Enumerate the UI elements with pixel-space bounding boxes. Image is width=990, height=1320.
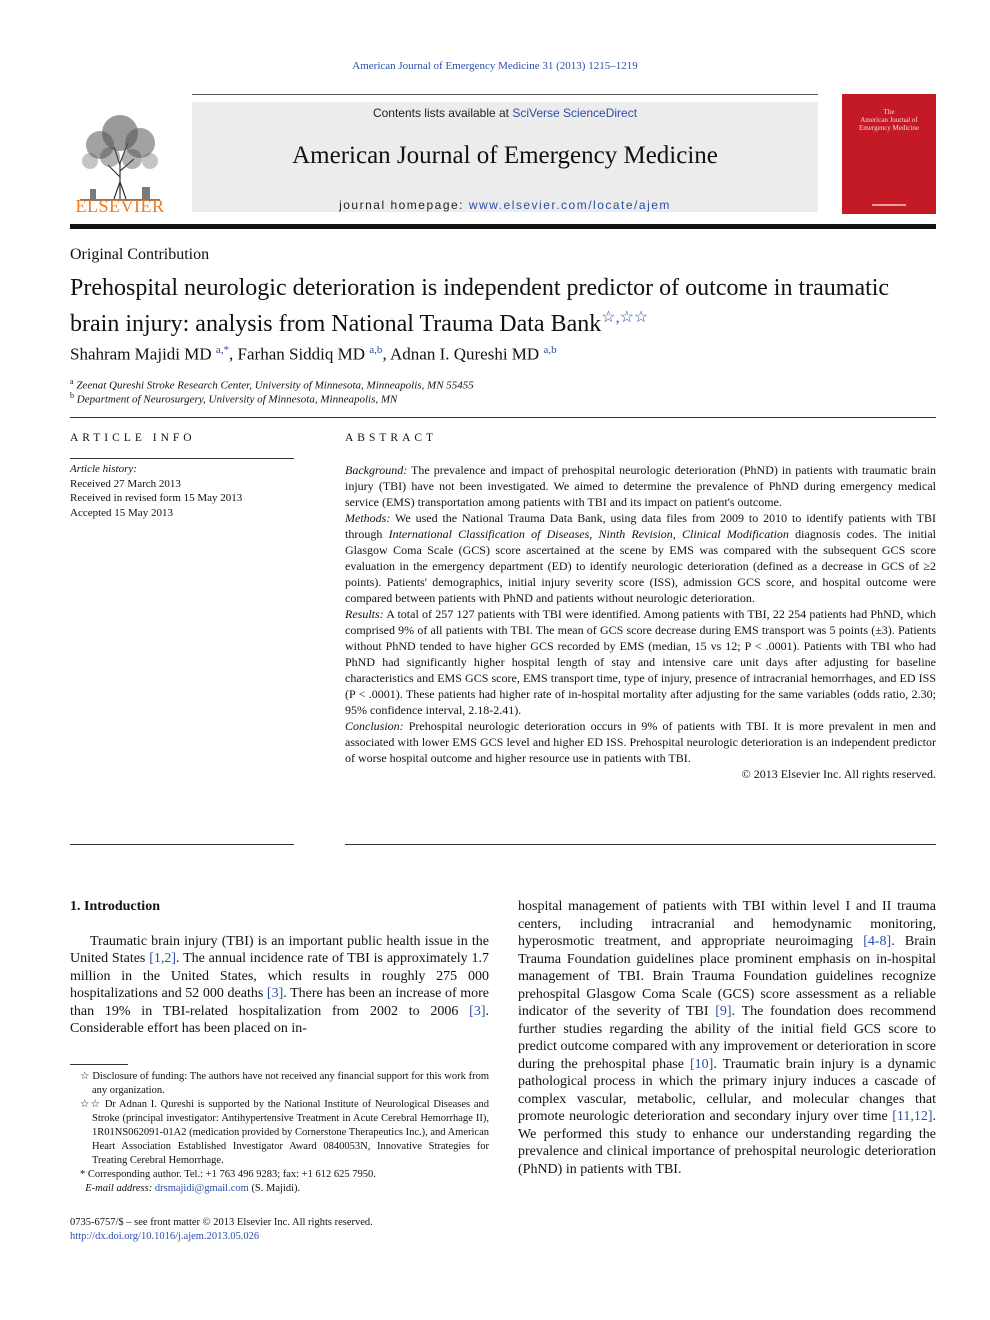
body-text: . We performed this study to enhance our understanding regarding the prevalence and clinical importance of prehospital neurologic deterioration (PhND) in patients with TBI. bbox=[518, 1109, 936, 1177]
reference-link[interactable]: [11,12] bbox=[892, 1109, 933, 1124]
abstract-label: Methods: bbox=[345, 511, 391, 525]
history-item: Accepted 15 May 2013 bbox=[70, 506, 173, 519]
homepage-prefix: journal homepage: bbox=[339, 198, 469, 212]
body-text: . The annual incidence rate of TBI is approximately 1.7 million in the United States, which results in roughly 275 000 hospitalizations and 52 000 deaths bbox=[70, 951, 489, 1001]
section-heading: 1. Introduction bbox=[70, 899, 160, 914]
journal-citation[interactable]: American Journal of Emergency Medicine 31 (2013) 1215–1219 bbox=[352, 60, 638, 72]
abstract-results bbox=[345, 606, 936, 718]
abstract-bottom-rule bbox=[345, 844, 936, 845]
reference-link[interactable]: [3] bbox=[266, 986, 284, 1001]
affiliation-mark: b bbox=[70, 391, 74, 400]
article-type: Original Contribution bbox=[70, 246, 210, 263]
front-matter-line: 0735-6757/$ – see front matter © 2013 Elsevier Inc. All rights reserved. bbox=[70, 1217, 373, 1228]
cover-bar bbox=[872, 204, 906, 206]
journal-cover-thumbnail[interactable] bbox=[842, 94, 936, 214]
abstract-label: Results: bbox=[345, 607, 384, 621]
section-divider bbox=[70, 417, 936, 418]
abstract-label: Conclusion: bbox=[345, 719, 404, 733]
author-list: Shahram Majidi MD $^{a,*}$, Farhan Siddiq MD $^{a,b}$, Adnan I. Qureshi MD $^{a,b}$ bbox=[70, 344, 557, 364]
history-item: Received 27 March 2013 bbox=[70, 477, 181, 490]
body-text: . There has been an increase of more than 19% in TBI-related hospitalization from 2002 to 2006 bbox=[70, 986, 490, 1019]
body-paragraph bbox=[70, 933, 489, 1038]
body-paragraph bbox=[518, 898, 936, 1178]
issn-block bbox=[70, 1216, 373, 1244]
masthead-rule bbox=[192, 94, 818, 95]
email-link[interactable]: drsmajidi@gmail.com bbox=[154, 1183, 249, 1194]
author-name: Farhan Siddiq MD bbox=[237, 344, 366, 364]
abstract-background bbox=[345, 462, 936, 510]
abstract-text: We used the National Trauma Data Bank, using data files from 2009 to 2010 to identify patients with TBI through bbox=[345, 511, 936, 541]
footnotes bbox=[70, 1070, 489, 1196]
doi-link[interactable]: http://dx.doi.org/10.1016/j.ajem.2013.05.026 bbox=[70, 1231, 260, 1242]
title-footnote-marks[interactable]: ☆,☆☆ bbox=[601, 309, 649, 326]
article-info-heading: ARTICLE INFO bbox=[70, 432, 196, 444]
abstract-label: Background: bbox=[345, 463, 408, 477]
publisher-wordmark: ELSEVIER bbox=[75, 196, 165, 216]
abstract-italic: International Classification of Diseases, Ninth Revision, Clinical Modification bbox=[388, 527, 789, 541]
abstract-conclusion bbox=[345, 718, 936, 766]
body-text: . The foundation does recommend further studies regarding the ability of the initial field GCS score to predict outcome compared with any improvement or deterioration in score during the prehospital phase bbox=[518, 1004, 936, 1072]
body-text: hospital management of patients with TBI within level I and II trauma centers, including intracranial and hemodynamic monitoring, hyperosmotic treatment, and appropriate neuroimaging bbox=[518, 899, 936, 949]
footnote bbox=[70, 1168, 489, 1182]
footnote-email bbox=[70, 1182, 489, 1196]
homepage-link[interactable]: www.elsevier.com/locate/ajem bbox=[468, 198, 671, 212]
header-divider bbox=[70, 224, 936, 229]
cover-line: The bbox=[883, 108, 895, 116]
cover-line: American Journal of bbox=[860, 116, 918, 124]
affiliation-text: Department of Neurosurgery, University of Minnesota, Minneapolis, MN bbox=[76, 393, 398, 406]
article-history bbox=[70, 462, 294, 520]
body-text: . Brain Trauma Foundation guidelines place prominent emphasis on in-hospital management of TBI. Brain Trauma Foundation guidelines recognize prehospital Glasgow Coma Scale (GCS) score assessment as a reliable indicator of the severity of TBI bbox=[518, 934, 936, 1019]
history-label: Article history: bbox=[70, 463, 137, 475]
email-suffix: (S. Majidi). bbox=[248, 1183, 301, 1194]
contents-availability bbox=[192, 106, 818, 120]
author-affiliation-marks[interactable]: a,* bbox=[215, 344, 230, 356]
email-label: E-mail address: bbox=[85, 1183, 153, 1194]
journal-homepage bbox=[192, 198, 818, 212]
abstract-methods bbox=[345, 510, 936, 606]
copyright-notice: © 2013 Elsevier Inc. All rights reserved. bbox=[741, 767, 936, 781]
author-name: Adnan I. Qureshi MD bbox=[390, 344, 540, 364]
cover-title bbox=[842, 108, 936, 132]
footnote-text: Disclosure of funding: The authors have not received any financial support for this work from any organization. bbox=[92, 1071, 489, 1096]
abstract-body bbox=[345, 462, 936, 782]
author-affiliation-marks[interactable]: a,b bbox=[369, 344, 383, 356]
abstract-heading: ABSTRACT bbox=[345, 432, 438, 444]
reference-link[interactable]: [1,2] bbox=[149, 951, 177, 966]
affiliation-text: Zeenat Qureshi Stroke Research Center, University of Minnesota, Minneapolis, MN 55455 bbox=[76, 379, 474, 392]
footnote-mark: ☆ bbox=[80, 1071, 90, 1082]
reference-link[interactable]: [3] bbox=[469, 1003, 486, 1019]
affiliation bbox=[70, 377, 474, 392]
body-text: . Traumatic brain injury is a dynamic pathological process in which the primary injury induces a cascade of complex vascular, metabolic, cellular, and molecular changes that promote neurologic deterioration and secondary injury over time bbox=[518, 1056, 936, 1124]
body-column-right bbox=[518, 898, 936, 1178]
footnote-rule bbox=[70, 1064, 128, 1065]
masthead bbox=[70, 94, 936, 230]
reference-link[interactable]: [10] bbox=[690, 1056, 714, 1072]
footnote bbox=[70, 1098, 489, 1168]
affiliation bbox=[70, 391, 397, 406]
abstract-text: A total of 257 127 patients with TBI were identified. Among patients with TBI, 22 254 patients had PhND, which comprised 9% of all patients with TBI. The mean of GCS score decrease during EMS transport was 5 points (±3). Patients without PhND tended to have higher GCS recorded by EMS (median, 15 vs 12; P < .0001). Patients with TBI who had PhND had significantly higher hospital length of stay and intensive care unit days after adjusting for baseline characteristics and EMS GCS score, EMS transport time, type of injury, presence of intracranial hemorrhages, and ED ISS (P < .0001). These patients had higher rate of in-hospital mortality after adjusting for the same variables (odds ratio, 2.30; 95% confidence interval, 2.18-2.41). bbox=[345, 607, 936, 717]
footnote-text: Dr Adnan I. Qureshi is supported by the National Institute of Neurological Diseases and Stroke (principal investigator: Antihypertensive Treatment in Acute Cerebral Hemorrhage II), 1R01NS062091-01A2 (medication provided by Cornerstone Therapeutics Inc.), and American Heart Association Established Investigator Award 0840053N, Innovative Strategies for Treating Cerebral Hemorrhage. bbox=[92, 1099, 490, 1166]
sciencedirect-link[interactable]: SciVerse ScienceDirect bbox=[512, 106, 638, 120]
journal-name: American Journal of Emergency Medicine bbox=[292, 142, 718, 169]
footnote-text: Corresponding author. Tel.: +1 763 496 9283; fax: +1 612 625 7950. bbox=[87, 1169, 376, 1180]
article-title-text: Prehospital neurologic deterioration is independent predictor of outcome in traumatic brain injury: analysis from National Trauma Data Bank bbox=[70, 275, 890, 337]
article-info-rule bbox=[70, 458, 294, 459]
abstract-text: The prevalence and impact of prehospital neurologic deterioration (PhND) in patients with traumatic brain injury (TBI) have not been investigated. We aimed to determine the prevalence of PhND during emergency medical service (EMS) transportation among patients with TBI and its impact on patient's outcome. bbox=[345, 463, 936, 509]
article-info-bottom-rule bbox=[70, 844, 294, 845]
reference-link[interactable]: [4-8] bbox=[863, 934, 892, 949]
history-item: Received in revised form 15 May 2013 bbox=[70, 492, 243, 504]
article-title bbox=[70, 274, 936, 339]
footnote-mark: ☆☆ bbox=[80, 1099, 102, 1110]
abstract-text: Prehospital neurologic deterioration occurs in 9% of patients with TBI. It is more prevalent in men and associated with lower EMS GCS level and higher ED ISS. Prehospital neurologic deterioration is an independent predictor of worse hospital outcome and higher resource use in patients with TBI. bbox=[345, 719, 936, 765]
reference-link[interactable]: [9] bbox=[715, 1004, 732, 1019]
contents-prefix: Contents lists available at bbox=[372, 106, 513, 120]
body-text: . Considerable effort has been placed on in- bbox=[70, 1003, 489, 1036]
body-column-left bbox=[70, 898, 489, 1038]
body-text: Traumatic brain injury (TBI) is an important public health issue in the United States bbox=[70, 933, 489, 966]
abstract-text: diagnosis codes. The initial Glasgow Coma Scale (GCS) score ascertained at the scene by EMS was compared with the subsequent GCS score evaluation in the emergency department (ED) to identify neurologic deterioration (defined as a decrease in GCS of ≥2 points). Patients' demographics, initial injury severity score (ISS), admission GCS score, and hospital outcome were compared between patients with PhND and patients without neurologic deterioration. bbox=[345, 527, 936, 605]
cover-line: Emergency Medicine bbox=[859, 124, 919, 132]
affiliation-mark: a bbox=[70, 377, 74, 386]
author-affiliation-marks[interactable]: a,b bbox=[543, 344, 557, 356]
footnote-mark: * bbox=[80, 1169, 86, 1180]
masthead-center bbox=[192, 94, 818, 212]
author-name: Shahram Majidi MD bbox=[70, 344, 212, 364]
footnote bbox=[70, 1070, 489, 1098]
